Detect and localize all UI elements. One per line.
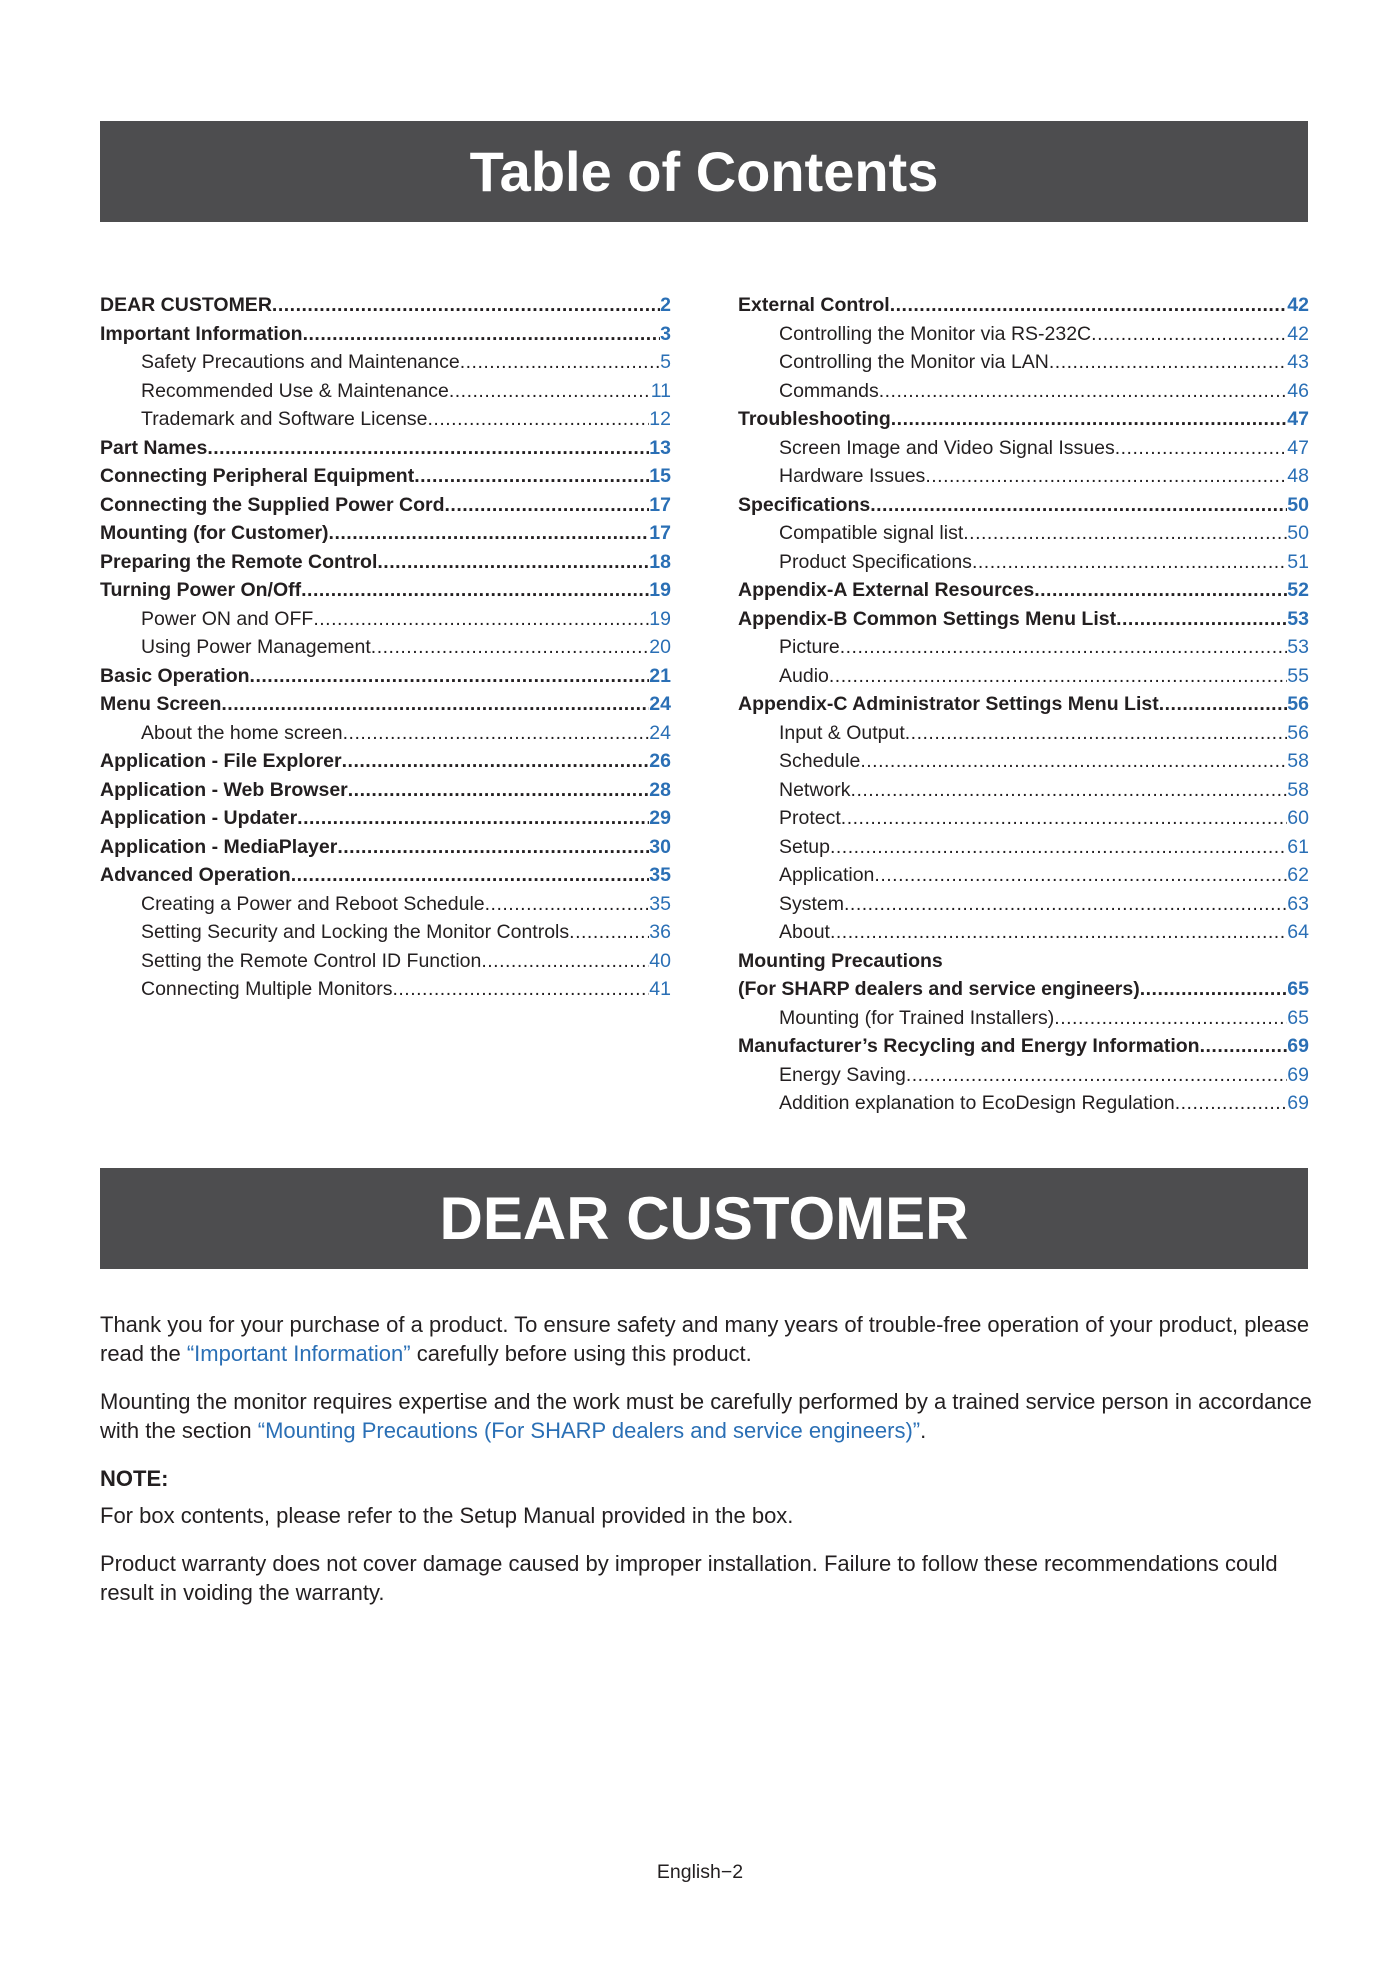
toc-entry[interactable]: [738, 348, 1309, 377]
toc-dot-leader: [221, 690, 649, 719]
mounting-precautions-link[interactable]: “Mounting Precautions (For SHARP dealers and service engineers)”: [257, 1417, 921, 1443]
toc-page-number: 19: [649, 579, 671, 601]
toc-entry-label: Part Names: [100, 436, 208, 459]
toc-entry[interactable]: [738, 1032, 1309, 1061]
toc-page-number: 2: [660, 294, 671, 316]
toc-entry[interactable]: [100, 519, 671, 548]
toc-page-number: 3: [660, 322, 671, 345]
toc-page-number: 61: [1287, 835, 1309, 858]
toc-entry-label: Setup: [779, 835, 830, 858]
toc-dot-leader: [874, 861, 1287, 890]
toc-entry[interactable]: [100, 662, 671, 691]
toc-page-number: 53: [1287, 607, 1309, 630]
dear-customer-banner: [100, 1168, 1308, 1269]
toc-dot-leader: [313, 605, 649, 634]
toc-dot-leader: [1091, 320, 1287, 349]
toc-dot-leader: [460, 348, 660, 377]
toc-page-number: 69: [1287, 1063, 1309, 1086]
toc-entry[interactable]: [738, 918, 1309, 947]
toc-entry-label: Compatible signal list: [779, 522, 964, 544]
toc-entry-label: Turning Power On/Off: [100, 579, 302, 601]
toc-entry-label: Energy Saving: [779, 1063, 906, 1086]
toc-entry[interactable]: [100, 833, 671, 862]
toc-entry-label: Trademark and Software License: [141, 408, 428, 430]
toc-dot-leader: [329, 519, 650, 548]
toc-page-number: 11: [650, 379, 671, 402]
toc-page-number: 20: [649, 636, 671, 658]
toc-entry-label: Using Power Management: [141, 636, 371, 658]
toc-entry[interactable]: [100, 975, 671, 1004]
note-warranty: Product warranty does not cover damage caused by improper installation. Failure to follow these recommendations could result in voiding the warranty.: [100, 1551, 1278, 1605]
toc-entry-label: About: [779, 921, 830, 943]
toc-dot-leader: [337, 833, 649, 862]
toc-page-number: 56: [1287, 721, 1309, 744]
intro-text-end: carefully before using this product.: [410, 1340, 752, 1366]
toc-page-number: 46: [1287, 379, 1309, 402]
toc-page-number: 28: [649, 778, 671, 801]
toc-page-number: 12: [649, 408, 671, 430]
toc-dot-leader: [297, 804, 649, 833]
toc-page-number: 29: [649, 807, 671, 829]
toc-entry-label: Appendix-C Administrator Settings Menu List: [738, 693, 1159, 715]
toc-entry-label: Network: [779, 778, 851, 801]
important-information-link[interactable]: “Important Information”: [186, 1340, 411, 1366]
toc-dot-leader: [272, 291, 660, 320]
mounting-text-end: .: [920, 1417, 927, 1443]
toc-page-number: 36: [649, 921, 671, 943]
toc-entry[interactable]: [738, 975, 1309, 1004]
toc-entry-label: Application - File Explorer: [100, 750, 342, 772]
toc-dot-leader: [830, 918, 1287, 947]
toc-entry-label: Menu Screen: [100, 693, 222, 715]
toc-dot-leader: [377, 548, 649, 577]
toc-entry-label: Setting the Remote Control ID Function: [141, 949, 482, 972]
toc-dot-leader: [840, 633, 1288, 662]
toc-entry-label: About the home screen: [141, 721, 343, 744]
toc-heading[interactable]: Mounting Precautions: [738, 949, 943, 972]
toc-page-number: 40: [649, 949, 671, 972]
toc-entry[interactable]: [738, 633, 1309, 662]
toc-page-number: 17: [649, 522, 671, 544]
toc-dot-leader: [1175, 1089, 1288, 1118]
toc-entry[interactable]: [100, 320, 671, 349]
toc-dot-leader: [303, 320, 661, 349]
toc-page-number: 64: [1287, 921, 1309, 943]
toc-entry[interactable]: [738, 804, 1309, 833]
toc-entry[interactable]: [738, 861, 1309, 890]
toc-entry-label: Input & Output: [779, 721, 905, 744]
toc-entry[interactable]: [738, 320, 1309, 349]
toc-page-number: 55: [1287, 664, 1309, 687]
toc-entry[interactable]: [100, 690, 671, 719]
toc-entry[interactable]: [100, 576, 671, 605]
toc-dot-leader: [829, 662, 1287, 691]
toc-page-number: 24: [649, 721, 671, 744]
toc-page-number: 53: [1287, 636, 1309, 658]
toc-entry-label: Connecting the Supplied Power Cord: [100, 493, 445, 516]
toc-dot-leader: [844, 890, 1287, 919]
toc-entry-label: Hardware Issues: [779, 465, 926, 487]
toc-page-number: 69: [1287, 1035, 1309, 1057]
toc-dot-leader: [392, 975, 649, 1004]
toc-dot-leader: [301, 576, 649, 605]
toc-entry-label: Controlling the Monitor via LAN: [779, 351, 1049, 373]
toc-title-banner: [100, 121, 1308, 222]
mounting-text: Mounting the monitor requires expertise and the work must be carefully performed by a trained service person in accordance with the section: [100, 1389, 1312, 1443]
toc-entry-label: Application: [779, 864, 875, 886]
toc-entry[interactable]: [738, 776, 1309, 805]
toc-page-number: 60: [1287, 807, 1309, 829]
toc-page-number: 35: [649, 892, 671, 915]
toc-entry[interactable]: [100, 377, 671, 406]
toc-dot-leader: [1200, 1032, 1288, 1061]
toc-entry[interactable]: [100, 804, 671, 833]
note-label: NOTE:: [100, 1466, 169, 1491]
toc-entry-label: Advanced Operation: [100, 864, 291, 886]
toc-entry-label: Application - Web Browser: [100, 778, 348, 801]
toc-dot-leader: [1054, 1004, 1287, 1033]
toc-entry-label: Mounting (for Customer): [100, 522, 329, 544]
toc-page-number: 5: [660, 351, 671, 373]
toc-page-number: 18: [649, 550, 671, 573]
toc-entry-label: Manufacturer’s Recycling and Energy Information: [738, 1035, 1200, 1057]
toc-right-column: [738, 291, 1309, 1118]
toc-entry[interactable]: [100, 890, 671, 919]
toc-page-number: 21: [649, 664, 671, 687]
toc-entry[interactable]: [738, 434, 1309, 463]
toc-entry[interactable]: [738, 377, 1309, 406]
toc-dot-leader: [906, 1061, 1287, 1090]
toc-entry-label: Appendix-A External Resources: [738, 579, 1035, 601]
toc-entry-label: External Control: [738, 294, 890, 316]
toc-dot-leader: [1049, 348, 1287, 377]
toc-dot-leader: [250, 662, 650, 691]
toc-dot-leader: [1116, 605, 1287, 634]
toc-entry[interactable]: [100, 605, 671, 634]
toc-dot-leader: [860, 747, 1287, 776]
toc-entry-label: Screen Image and Video Signal Issues: [779, 436, 1115, 459]
toc-entry-label: Recommended Use & Maintenance: [141, 379, 449, 402]
toc-page-number: 26: [649, 750, 671, 772]
toc-page-number: 35: [649, 864, 671, 886]
toc-entry-label: Picture: [779, 636, 840, 658]
toc-entry[interactable]: [738, 605, 1309, 634]
toc-entry[interactable]: [100, 719, 671, 748]
toc-dot-leader: [830, 833, 1287, 862]
dear-customer-title: DEAR CUSTOMER: [439, 1185, 969, 1252]
toc-entry-label: (For SHARP dealers and service engineers): [738, 978, 1140, 1000]
toc-dot-leader: [972, 548, 1287, 577]
toc-entry[interactable]: [100, 861, 671, 890]
toc-title: Table of Contents: [469, 140, 939, 203]
toc-entry-label: DEAR CUSTOMER: [100, 294, 272, 316]
toc-entry-label: Schedule: [779, 750, 861, 772]
toc-entry[interactable]: [738, 890, 1309, 919]
toc-page-number: 30: [649, 835, 671, 858]
toc-dot-leader: [1034, 576, 1287, 605]
toc-dot-leader: [348, 776, 650, 805]
toc-entry-label: Power ON and OFF: [141, 607, 314, 630]
toc-entry[interactable]: [738, 747, 1309, 776]
toc-entry[interactable]: [100, 491, 671, 520]
toc-entry-label: Product Specifications: [779, 550, 972, 573]
toc-page-number: 48: [1287, 465, 1309, 487]
toc-entry[interactable]: [738, 833, 1309, 862]
toc-page-number: 47: [1287, 408, 1309, 430]
toc-dot-leader: [905, 719, 1288, 748]
page-footer: English−2: [656, 1861, 744, 1883]
toc-dot-leader: [1159, 690, 1288, 719]
toc-dot-leader: [371, 633, 650, 662]
toc-dot-leader: [925, 462, 1287, 491]
toc-dot-leader: [890, 291, 1288, 320]
toc-page-number: 47: [1287, 436, 1309, 459]
toc-left-column: [100, 291, 671, 1004]
toc-dot-leader: [870, 491, 1287, 520]
toc-entry-label: Application - MediaPlayer: [100, 835, 338, 858]
toc-dot-leader: [291, 861, 650, 890]
intro-text: Thank you for your purchase of a product. To ensure safety and many years of trouble-free operation of your product, please read the: [100, 1312, 1310, 1366]
toc-dot-leader: [1140, 975, 1288, 1004]
toc-dot-leader: [841, 804, 1288, 833]
toc-entry[interactable]: [738, 548, 1309, 577]
dear-customer-body: [100, 1311, 1315, 1627]
toc-dot-leader: [428, 405, 650, 434]
toc-page-number: 17: [649, 493, 671, 516]
toc-entry-label: Mounting (for Trained Installers): [779, 1006, 1055, 1029]
toc-entry-label: Appendix-B Common Settings Menu List: [738, 607, 1117, 630]
toc-entry-label: Troubleshooting: [738, 408, 891, 430]
toc-page-number: 50: [1287, 493, 1309, 516]
toc-dot-leader: [342, 747, 650, 776]
toc-entry-label: Controlling the Monitor via RS-232C: [779, 322, 1092, 345]
toc-entry-label: Preparing the Remote Control: [100, 550, 378, 573]
toc-page-number: 58: [1287, 750, 1309, 772]
toc-entry[interactable]: [100, 348, 671, 377]
toc-dot-leader: [891, 405, 1288, 434]
toc-dot-leader: [445, 491, 650, 520]
toc-entry[interactable]: [738, 576, 1309, 605]
toc-page-number: 58: [1287, 778, 1309, 801]
toc-dot-leader: [879, 377, 1288, 406]
toc-page-number: 15: [649, 465, 671, 487]
toc-page-number: 65: [1287, 978, 1309, 1000]
toc-entry[interactable]: [100, 633, 671, 662]
toc-dot-leader: [414, 462, 649, 491]
toc-entry[interactable]: [738, 491, 1309, 520]
toc-entry[interactable]: [738, 662, 1309, 691]
toc-entry[interactable]: [738, 1004, 1309, 1033]
toc-page-number: 19: [649, 607, 671, 630]
intro-paragraph: [100, 1311, 1315, 1368]
toc-dot-leader: [207, 434, 649, 463]
toc-dot-leader: [1115, 434, 1288, 463]
toc-page-number: 41: [649, 978, 671, 1000]
toc-entry[interactable]: [100, 434, 671, 463]
toc-entry-label: Specifications: [738, 493, 871, 516]
note-box-contents: For box contents, please refer to the Setup Manual provided in the box.: [100, 1502, 794, 1528]
toc-entry-label: Creating a Power and Reboot Schedule: [141, 892, 485, 915]
toc-page-number: 50: [1287, 522, 1309, 544]
toc-page-number: 63: [1287, 892, 1309, 915]
toc-entry-label: Connecting Peripheral Equipment: [100, 465, 415, 487]
toc-entry[interactable]: [738, 1061, 1309, 1090]
toc-entry[interactable]: [738, 1089, 1309, 1118]
toc-entry[interactable]: [100, 918, 671, 947]
toc-dot-leader: [343, 719, 650, 748]
toc-page-number: 65: [1287, 1006, 1309, 1029]
toc-dot-leader: [963, 519, 1287, 548]
toc-entry[interactable]: [738, 405, 1309, 434]
toc-entry-label: Addition explanation to EcoDesign Regulation: [779, 1092, 1175, 1114]
toc-dot-leader: [485, 890, 650, 919]
toc-dot-leader: [851, 776, 1288, 805]
toc-entry[interactable]: [738, 719, 1309, 748]
toc-entry-label: Application - Updater: [100, 807, 298, 829]
toc-entry[interactable]: [738, 690, 1309, 719]
toc-page-number: 52: [1287, 579, 1309, 601]
toc-page-number: 62: [1287, 864, 1309, 886]
toc-entry-label: Safety Precautions and Maintenance: [141, 351, 460, 373]
toc-entry-label: Commands: [779, 379, 879, 402]
toc-entry[interactable]: [100, 947, 671, 976]
toc-page-number: 24: [649, 693, 671, 715]
toc-entry[interactable]: [738, 291, 1309, 320]
toc-page-number: 13: [649, 436, 671, 459]
toc-dot-leader: [481, 947, 649, 976]
toc-entry[interactable]: [100, 548, 671, 577]
toc-entry[interactable]: [100, 747, 671, 776]
mounting-paragraph: [100, 1388, 1315, 1445]
toc-page-number: 69: [1287, 1092, 1309, 1114]
toc-dot-leader: [449, 377, 651, 406]
toc-entry[interactable]: [100, 462, 671, 491]
toc-entry[interactable]: [100, 291, 671, 320]
toc-page-number: 42: [1287, 322, 1309, 345]
toc-entry[interactable]: [100, 405, 671, 434]
toc-entry-label: Audio: [779, 664, 829, 687]
toc-entry[interactable]: [738, 462, 1309, 491]
toc-entry[interactable]: [738, 519, 1309, 548]
toc-page-number: 42: [1287, 294, 1309, 316]
toc-entry-label: Protect: [779, 807, 841, 829]
toc-page-number: 56: [1287, 693, 1309, 715]
toc-dot-leader: [569, 918, 649, 947]
toc-page-number: 51: [1287, 550, 1309, 573]
toc-entry-label: Important Information: [100, 322, 303, 345]
toc-entry[interactable]: [100, 776, 671, 805]
toc-entry-label: Connecting Multiple Monitors: [141, 978, 393, 1000]
toc-entry-label: System: [779, 892, 845, 915]
toc-page-number: 43: [1287, 351, 1309, 373]
toc-entry-label: Setting Security and Locking the Monitor Controls: [141, 921, 570, 943]
toc-entry-label: Basic Operation: [100, 664, 250, 687]
